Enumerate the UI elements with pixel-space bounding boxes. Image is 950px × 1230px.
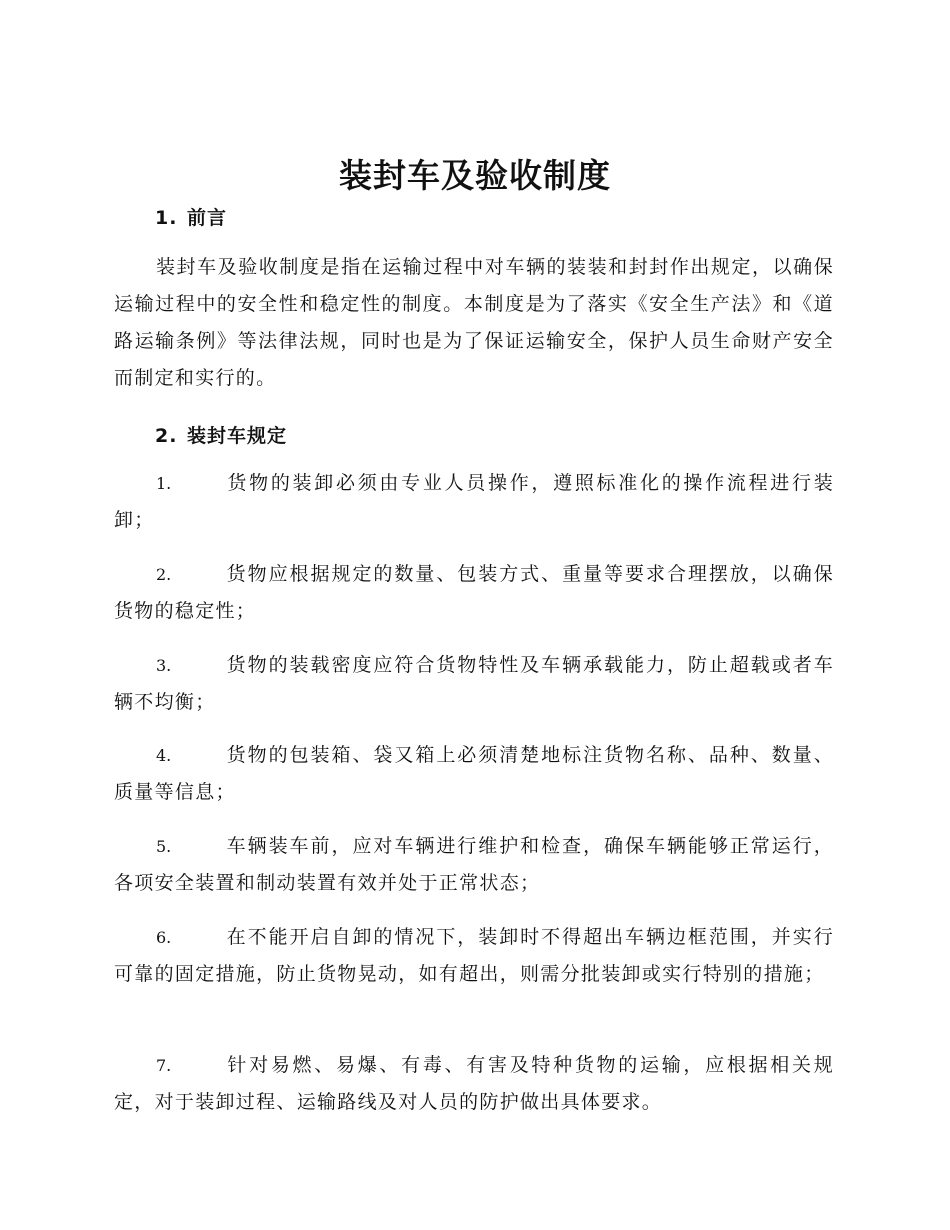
list-item bbox=[114, 1047, 834, 1121]
list-item-text: 货物应根据规定的数量、包装方式、重量等要求合理摆放，以确保货物的稳定性； bbox=[114, 563, 834, 622]
list-item-number: 1. bbox=[156, 474, 172, 493]
list-item-number: 5. bbox=[156, 837, 172, 856]
section-title: 前言 bbox=[187, 207, 228, 229]
section-heading-rules bbox=[155, 421, 287, 448]
list-item-text: 货物的装卸必须由专业人员操作，遵照标准化的操作流程进行装卸； bbox=[114, 472, 834, 531]
section-title: 装封车规定 bbox=[187, 425, 288, 447]
list-item-number: 2. bbox=[156, 565, 172, 584]
list-item bbox=[114, 828, 834, 902]
list-item-number: 6. bbox=[156, 928, 172, 947]
list-item bbox=[114, 737, 834, 811]
section-heading-preface bbox=[155, 203, 227, 230]
list-item-text: 货物的装载密度应符合货物特性及车辆承载能力，防止超载或者车辆不均衡； bbox=[114, 654, 834, 713]
list-item-text: 车辆装车前，应对车辆进行维护和检查，确保车辆能够正常运行，各项安全装置和制动装置有效并处于正常状态； bbox=[114, 835, 834, 894]
list-item-text: 在不能开启自卸的情况下，装卸时不得超出车辆边框范围，并实行可靠的固定措施，防止货物晃动，如有超出，则需分批装卸或实行特别的措施； bbox=[114, 926, 834, 985]
section-number: 1. bbox=[155, 207, 178, 229]
list-item-number: 4. bbox=[156, 746, 172, 765]
list-item-number: 7. bbox=[156, 1056, 172, 1075]
preface-paragraph: 装封车及验收制度是指在运输过程中对车辆的装装和封封作出规定，以确保运输过程中的安全性和稳定性的制度。本制度是为了落实《安全生产法》和《道路运输条例》等法律法规，同时也是为了保证运输安全，保护人员生命财产安全而制定和实行的。 bbox=[114, 256, 834, 389]
list-item-text: 针对易燃、易爆、有毒、有害及特种货物的运输，应根据相关规定，对于装卸过程、运输路线及对人员的防护做出具体要求。 bbox=[114, 1054, 834, 1113]
document-title: 装封车及验收制度 bbox=[339, 156, 611, 195]
list-item-number: 3. bbox=[156, 656, 172, 675]
list-item bbox=[114, 465, 834, 539]
list-item bbox=[114, 919, 834, 993]
list-item-text: 货物的包装箱、袋又箱上必须清楚地标注货物名称、品种、数量、质量等信息； bbox=[114, 744, 834, 803]
list-item bbox=[114, 556, 834, 630]
section-number: 2. bbox=[155, 425, 178, 447]
list-item bbox=[114, 647, 834, 721]
